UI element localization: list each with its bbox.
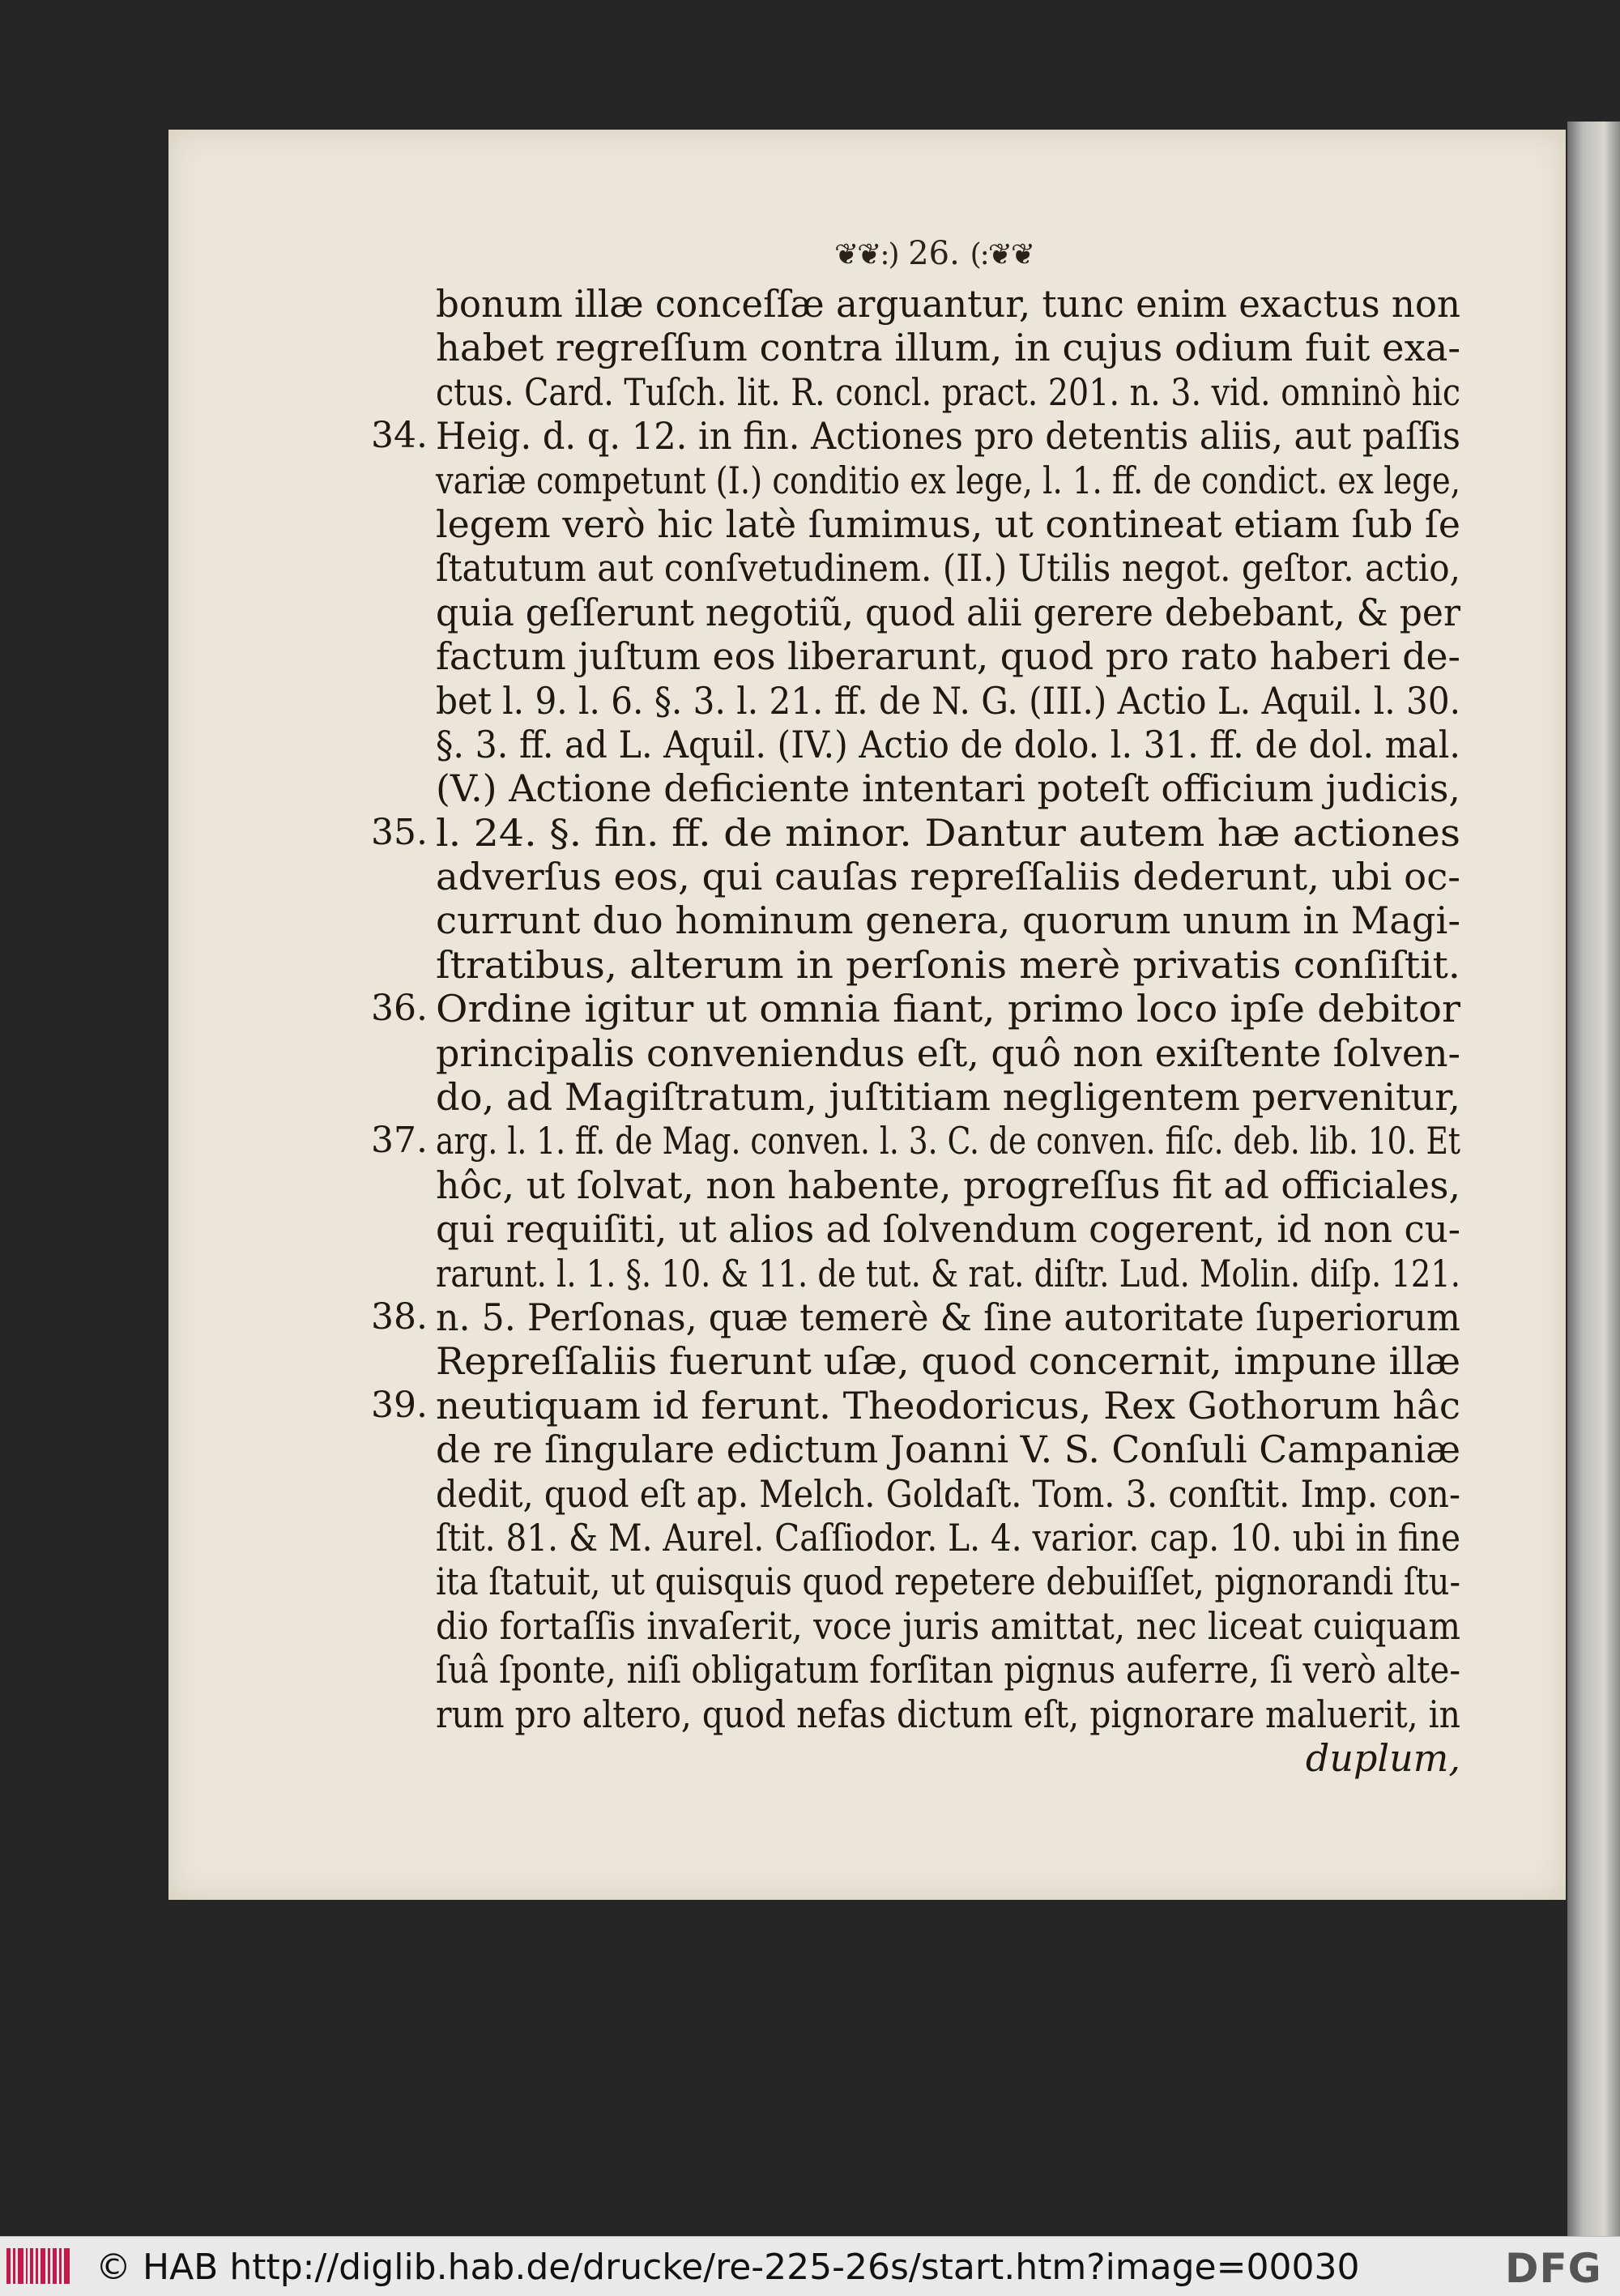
text-line	[371, 1383, 1460, 1428]
line-text: ita ſtatuit, ut quisquis quod repetere debuiſſet, pignorandi ſtu-	[436, 1560, 1460, 1604]
text-line	[436, 1163, 1460, 1207]
text-line	[371, 1119, 1460, 1163]
page-number: 26.	[908, 235, 960, 272]
text-line	[436, 591, 1460, 634]
text-line	[436, 546, 1460, 590]
text-line	[371, 1295, 1460, 1339]
line-text: qui requiſiti, ut alios ad ſolvendum cogerent, id non cu-	[436, 1207, 1460, 1252]
line-text: rarunt. l. 1. §. 10. & 11. de tut. & rat. diſtr. Lud. Molin. diſp. 121.	[436, 1251, 1460, 1295]
text-line	[436, 282, 1460, 326]
text-line	[436, 459, 1460, 502]
catchword: duplum,	[1305, 1735, 1460, 1780]
footer-bar	[0, 2236, 1620, 2296]
text-line	[436, 1207, 1460, 1251]
text-line	[436, 723, 1460, 766]
text-line	[436, 370, 1460, 414]
text-line	[436, 502, 1460, 546]
text-line	[436, 679, 1460, 723]
margin-number: 39.	[371, 1384, 428, 1426]
text-line	[436, 1472, 1460, 1516]
line-text: Ordine igitur ut omnia fiant, primo loco ipſe debitor	[436, 987, 1461, 1031]
ornament-right-icon: (:❦❦	[970, 238, 1034, 271]
line-text: bonum illæ conceſſæ arguantur, tunc enim exactus non	[436, 282, 1460, 326]
dfg-logo-icon: DFG	[1505, 2245, 1602, 2292]
line-text: legem verò hic latè ſumimus, ut contineat etiam ſub ſe	[436, 501, 1460, 546]
line-text: ſtratibus, alterum in perſonis merè privatis conſiſtit.	[436, 942, 1460, 987]
line-text: dedit, quod eſt ap. Melch. Goldaſt. Tom. 3. conſtit. Imp. con-	[436, 1471, 1460, 1516]
text-block	[371, 282, 1461, 1780]
line-text: currunt duo hominum genera, quorum unum in Magi-	[436, 898, 1460, 943]
line-text: variæ competunt (I.) conditio ex lege, l. 1. ff. de condict. ex lege,	[436, 458, 1460, 502]
line-text: ſtatutum aut conſvetudinem. (II.) Utilis negot. geſtor. actio,	[436, 546, 1460, 591]
line-text: factum juſtum eos liberarunt, quod pro rato haberi de-	[436, 634, 1460, 679]
text-line	[436, 855, 1460, 898]
copyright-url-text[interactable]: © HAB http://diglib.hab.de/drucke/re-225-26s/start.htm?image=00030	[96, 2247, 1360, 2288]
line-text: dio fortaſſis invaſerit, voce juris amittat, nec liceat cuiquam	[436, 1603, 1460, 1648]
line-text: principalis conveniendus eſt, quô non exiſtente ſolven-	[436, 1031, 1460, 1075]
line-text: quia geſſerunt negotiũ, quod alii gerere debebant, & per	[436, 590, 1460, 634]
line-text: ſuâ ſponte, niſi obligatum forſitan pignus auferre, ſi verò alte-	[436, 1648, 1460, 1692]
text-line	[436, 1428, 1460, 1471]
text-line	[436, 1648, 1460, 1692]
line-text: do, ad Magiſtratum, juſtitiam negligentem pervenitur,	[436, 1075, 1460, 1120]
line-text: neutiquam id ferunt. Theodoricus, Rex Gothorum hâc	[436, 1383, 1460, 1428]
text-line	[436, 1339, 1460, 1383]
margin-number: 35.	[371, 811, 428, 853]
margin-number: 37.	[371, 1120, 428, 1162]
text-line	[436, 1560, 1460, 1603]
adjacent-page-edge	[1567, 122, 1620, 2236]
ornament-left-icon: ❦❦:)	[834, 238, 898, 271]
line-text: de re ſingulare edictum Joanni V. S. Conſuli Campaniæ	[436, 1428, 1460, 1472]
text-line	[436, 898, 1460, 942]
line-text: (V.) Actione deficiente intentari poteſt officium judicis,	[436, 766, 1460, 811]
margin-number: 36.	[371, 988, 428, 1030]
text-line	[371, 810, 1460, 855]
line-text: arg. l. 1. ff. de Mag. conven. l. 3. C. de conven. fiſc. deb. lib. 10. Et	[436, 1119, 1460, 1163]
catchword-line	[436, 1736, 1460, 1780]
margin-number: 34.	[371, 415, 428, 457]
line-text: ſtit. 81. & M. Aurel. Caſſiodor. L. 4. varior. cap. 10. ubi in fine	[436, 1515, 1460, 1560]
text-line	[436, 1075, 1460, 1119]
hab-barcode-icon	[6, 2248, 70, 2284]
line-text: hôc, ut ſolvat, non habente, progreſſus fit ad officiales,	[436, 1163, 1460, 1207]
line-text: adverſus eos, qui cauſas repreſſaliis dederunt, ubi oc-	[436, 855, 1460, 899]
margin-number: 38.	[371, 1295, 428, 1338]
line-text: Repreſſaliis fuerunt uſæ, quod concernit, impune illæ	[436, 1339, 1460, 1384]
text-line	[436, 634, 1460, 678]
text-line	[371, 987, 1461, 1031]
text-line	[436, 1031, 1460, 1075]
line-text: l. 24. §. fin. ff. de minor. Dantur autem hæ actiones	[436, 810, 1460, 855]
text-line	[436, 1252, 1460, 1295]
text-line	[436, 326, 1460, 369]
line-text: §. 3. ff. ad L. Aquil. (IV.) Actio de dolo. l. 31. ff. de dol. mal.	[436, 722, 1460, 766]
line-text: ctus. Card. Tuſch. lit. R. concl. pract. 201. n. 3. vid. omninò hic	[436, 369, 1460, 414]
text-line	[436, 766, 1460, 810]
line-text: Heig. d. q. 12. in fin. Actiones pro detentis aliis, aut paſſis	[436, 414, 1460, 459]
running-head	[834, 235, 1034, 272]
line-text: n. 5. Perſonas, quæ temerè & ſine autoritate ſuperiorum	[436, 1295, 1460, 1339]
text-line	[371, 414, 1460, 459]
text-line	[436, 1604, 1460, 1648]
text-line	[436, 943, 1460, 987]
text-line	[436, 1516, 1460, 1560]
line-text: rum pro altero, quod nefas dictum eſt, pignorare maluerit, in	[436, 1692, 1460, 1736]
line-text: habet regreſſum contra illum, in cujus odium fuit exa-	[436, 326, 1461, 370]
line-text: bet l. 9. l. 6. §. 3. l. 21. ff. de N. G. (III.) Actio L. Aquil. l. 30.	[436, 678, 1460, 723]
text-line	[436, 1692, 1460, 1736]
